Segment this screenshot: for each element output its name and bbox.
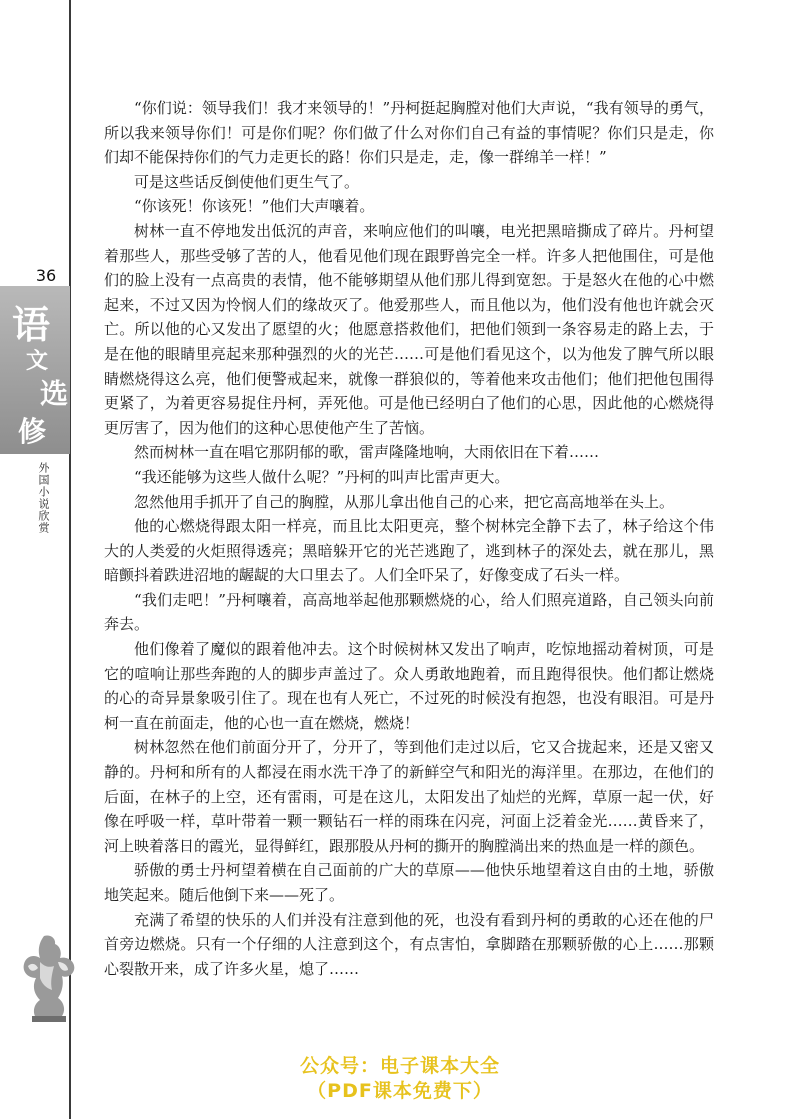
paragraph: 然而树林一直在唱它那阴郁的歌，雷声隆隆地响，大雨依旧在下着……: [134, 443, 600, 462]
paragraph: 他的心燃烧得跟太阳一样亮，而且比太阳更亮，整个树林完全静下去了，林子给这个伟大的人类爱的火炬照得透亮；黑暗躲开它的光芒逃跑了，逃到林子的深处去，就在那儿，黑暗颤抖着跌进沼地的龌龊的大口里去了。人们全吓呆了，好像变成了石头一样。: [104, 517, 714, 585]
page-number: 36: [35, 266, 57, 285]
side-subtitle: 外国小说欣赏: [37, 462, 50, 534]
paragraph: 树林一直不停地发出低沉的声音，来响应他们的叫嚷，电光把黑暗撕成了碎片。丹柯望着那些人，那些受够了苦的人，他看见他们现在跟野兽完全一样。许多人把他围住，可是他们的脸上没有一点高贵的表情，他不能够期望从他们那儿得到宽恕。于是怒火在他的心中燃起来，不过又因为怜悯人们的缘故灭了。他爱那些人，而且他以为，他们没有他也许就会灭亡。所以他的心又发出了愿望的火；他愿意搭救他们，把他们领到一条容易走的路上去，于是在他的眼睛里亮起来那种强烈的火的光芒……可是他们看见这个，以为他发了脾气所以眼睛燃烧得这么亮，他们便警戒起来，就像一群狼似的，等着他来攻击他们；他们把他包围得更紧了，为着更容易捉住丹柯，弄死他。可是他已经明白了他们的心思，因此他的心燃烧得更厉害了，因为他们的这种心思使他产生了苦恼。: [104, 221, 714, 437]
statue-icon: [14, 932, 84, 1024]
paragraph: 骄傲的勇士丹柯望着横在自己面前的广大的草原——他快乐地望着这自由的土地，骄傲地笑起来。随后他倒下来——死了。: [104, 861, 714, 904]
paragraph: 充满了希望的快乐的人们并没有注意到他的死，也没有看到丹柯的勇敢的心还在他的尸首旁边燃烧。只有一个仔细的人注意到这个，有点害怕，拿脚踏在那颗骄傲的心上……那颗心裂散开来，成了许多火星，熄了……: [104, 910, 714, 978]
paragraph: “我还能够为这些人做什么呢？”丹柯的叫声比雷声更大。: [134, 467, 510, 486]
side-tab-char: 语: [12, 302, 51, 347]
side-tab-char: 文: [26, 348, 49, 374]
paragraph: “我们走吧！”丹柯嚷着，高高地举起他那颗燃烧的心，给人们照亮道路，自己领头向前奔去。: [104, 590, 714, 634]
paragraph: 可是这些话反倒使他们更生气了。: [134, 172, 360, 191]
paragraph: 他们像着了魔似的跟着他冲去。这个时候树林又发出了响声，吃惊地摇动着树顶，可是它的喧响让那些奔跑的人的脚步声盖过了。众人勇敢地跑着，而且跑得很快。他们都让燃烧的心的奇异景象吸引住了。现在也有人死亡，不过死的时候没有抱怨，也没有眼泪。可是丹柯一直在前面走，他的心也一直在燃烧，燃烧！: [104, 640, 714, 732]
body-text: [104, 96, 714, 981]
paragraph: “你该死！你该死！”他们大声嚷着。: [134, 197, 375, 216]
side-tab-char: 选: [40, 377, 69, 410]
paragraph: “你们说：领导我们！我才来领导的！”丹柯挺起胸膛对他们大声说，“我有领导的勇气，所以我来领导你们！可是你们呢？你们做了什么对你们自己有益的事情呢？你们只是走，你们却不能保持你们的气力走更长的路！你们只是走，走，像一群绵羊一样！”: [104, 99, 714, 167]
side-tab: [0, 286, 70, 454]
paragraph: 忽然他用手抓开了自己的胸膛，从那儿拿出他自己的心来，把它高高地举在头上。: [134, 492, 675, 511]
watermark-line: （PDF课本免费下）: [307, 1080, 493, 1102]
paragraph: 树林忽然在他们前面分开了，分开了，等到他们走过以后，它又合拢起来，还是又密又静的。丹柯和所有的人都浸在雨水洗干净了的新鲜空气和阳光的海洋里。在那边，在他们的后面，在林子的上空，还有雷雨，可是在这儿，太阳发出了灿烂的光辉，草原一起一伏，好像在呼吸一样，草叶带着一颗一颗钻石一样的雨珠在闪亮，河面上泛着金光……黄昏来了，河上映着落日的霞光，显得鲜红，跟那股从丹柯的撕开的胸膛淌出来的热血是一样的颜色。: [104, 738, 714, 855]
watermark-line: 公众号：电子课本大全: [299, 1055, 500, 1077]
side-tab-char: 修: [18, 415, 47, 448]
